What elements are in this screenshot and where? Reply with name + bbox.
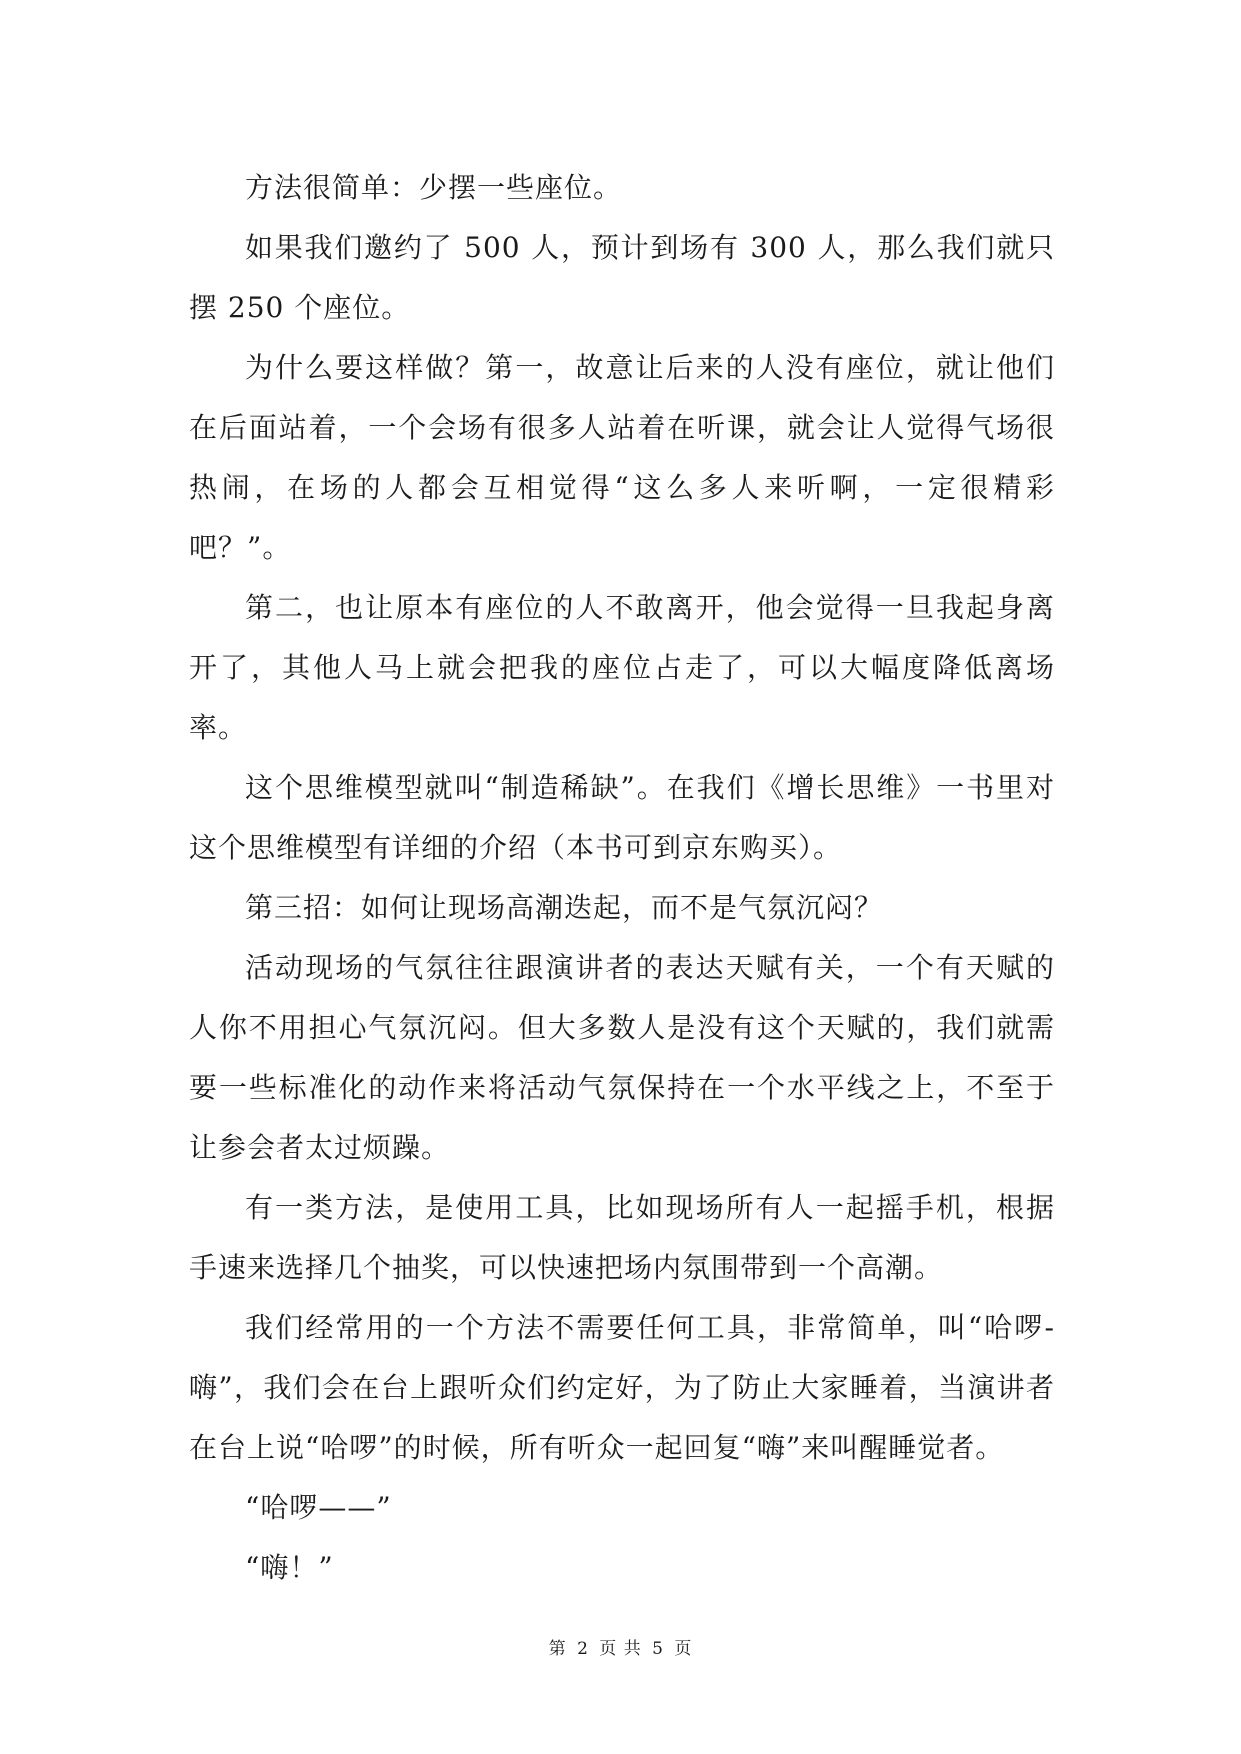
paragraph: 活动现场的气氛往往跟演讲者的表达天赋有关，一个有天赋的人你不用担心气氛沉闷。但大多数人是没有这个天赋的，我们就需要一些标准化的动作来将活动气氛保持在一个水平线之上，不至于让参会者太过烦躁。 [189,951,1055,1164]
paragraph: 我们经常用的一个方法不需要任何工具，非常简单，叫“哈啰-嗨”，我们会在台上跟听众们约定好，为了防止大家睡着，当演讲者在台上说“哈啰”的时候，所有听众一起回复“嗨”来叫醒睡觉者。 [189,1311,1055,1464]
page-footer [0,1634,1241,1659]
paragraph: 为什么要这样做？第一，故意让后来的人没有座位，就让他们在后面站着，一个会场有很多人站着在听课，就会让人觉得气场很热闹，在场的人都会互相觉得“这么多人来听啊，一定很精彩吧？”。 [189,351,1055,564]
total-pages-number: 5 [652,1639,664,1659]
paragraph: 方法很简单：少摆一些座位。 [245,171,623,204]
paragraph: 这个思维模型就叫“制造稀缺”。在我们《增长思维》一书里对这个思维模型有详细的介绍（本书可到京东购买）。 [189,771,1055,864]
paragraph: 如果我们邀约了 500 人，预计到场有 300 人，那么我们就只摆 250 个座位。 [189,231,1055,324]
footer-suffix: 页 [674,1639,693,1659]
dialogue-line: “哈啰——” [245,1491,392,1524]
paragraph: 第二，也让原本有座位的人不敢离开，他会觉得一旦我起身离开了，其他人马上就会把我的座位占走了，可以大幅度降低离场率。 [189,591,1055,744]
page-body [189,158,1055,1598]
footer-middle: 页 共 [599,1639,642,1659]
footer-prefix: 第 [548,1639,567,1659]
section-heading: 第三招：如何让现场高潮迭起，而不是气氛沉闷？ [245,891,884,924]
dialogue-line: “嗨！” [245,1551,334,1584]
current-page-number: 2 [577,1639,589,1659]
paragraph: 有一类方法，是使用工具，比如现场所有人一起摇手机，根据手速来选择几个抽奖，可以快速把场内氛围带到一个高潮。 [189,1191,1055,1284]
